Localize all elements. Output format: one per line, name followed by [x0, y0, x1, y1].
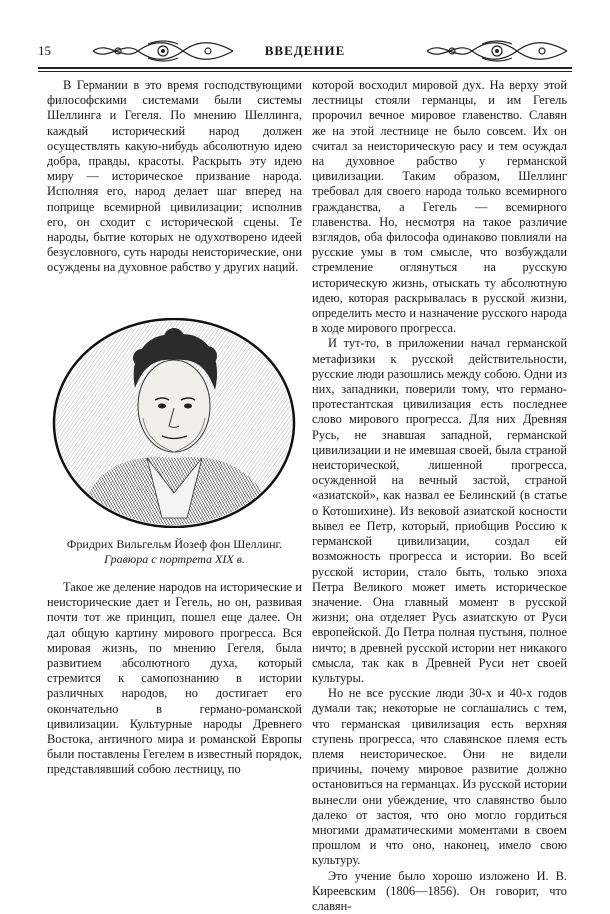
- portrait-caption: [47, 537, 302, 567]
- header-rule: [38, 67, 572, 72]
- paragraph: В Германии в это время господствующими философскими системами были системы Шеллинга и Гегеля. По мнению Шеллинга, каждый исторический народ должен осуществлять какую-нибудь абсолютную идею добра, правды, красоты. Раскрыть эту идею миру — историческое призвание народа. Исполняя его, народ делает шаг вперед на поприще всемирной цивилизации; исполнив его, он сходит с исторической сцены. Те народы, бытие которых не одухотворено идеей безусловного, суть народы неисторические, они осуждены на духовное рабство у других наций.: [47, 78, 302, 275]
- chapter-title: ВВЕДЕНИЕ: [264, 43, 346, 58]
- caption-name: Фридрих Вильгельм Йозеф фон Шеллинг.: [66, 537, 283, 551]
- running-header: [38, 40, 572, 64]
- portrait-icon: [47, 318, 302, 528]
- paragraph: Такое же деление народов на исторические и неисторические дает и Гегель, но он, развивая почти тот же принцип, пошел еще далее. Он дал общую картину мирового прогресса. Вся мировая жизнь, по мнению Гегеля, была развитием абсолютного духа, который стремится к самопознанию в истории различных народов, но достигает его окончательно в германо-романской цивилизации. Культурные народы Древнего Востока, античного мира и романской Европы были поставлены Гегелем в известный порядок, представлявший собою лестницу, по: [47, 580, 302, 777]
- ornament-right-icon: [422, 40, 572, 62]
- left-column-top: [47, 78, 302, 276]
- page-number: 15: [38, 43, 51, 58]
- paragraph: И тут-то, в приложении начал германской метафизики к русской действительности, русские люди разошлись между собою. Одни из них, западники, поверили тому, что германо-протестантская цивилизация есть последнее слово мирового прогресса. Для них Древняя Русь, не знавшая западной, германской цивилизации и не имевшая своей, была страной неисторической, лишенной прогресса, осужденной на вечный застой, страной «азиатской», как назвал ее Белинский (в статье о Котошихине). Из вековой азиатской косности вывел ее Петр, который, приобщив Россию к германской цивилизации, создал ей возможность прогресса и истории. Во всей русской истории, стало быть, только эпоха Петра Великого может иметь историческое значение. Она главный момент в русской жизни; она отделяет Русь азиатскую от Руси европейской. До Петра полная пустыня, полное ничто; в древней русской истории нет никакого смысла, так как в Древней Руси нет своей культуры.: [312, 336, 567, 685]
- caption-source: Гравюра с портрета XIX в.: [104, 552, 245, 566]
- paragraph: Это учение было хорошо изложено И. В. Киреевским (1806—1856). Он говорит, что славян-: [312, 868, 567, 913]
- paragraph: Но не все русские люди 30-х и 40-х годов думали так; некоторые не соглашались с тем, что германская цивилизация есть верхняя ступень прогресса, что славянское племя есть племя неисторическое. Они не видели причины, почему мировое развитие должно остановиться на германцах. Из русской истории вынесли они убеждение, что славянство было далеко от застоя, что оно могло гордиться многими драматическими моментами в своем прошлом и что оно, наконец, имело свою культуру.: [312, 686, 567, 868]
- left-column-bottom: [47, 580, 302, 778]
- portrait-engraving: [47, 318, 302, 528]
- right-column: [312, 78, 567, 914]
- paragraph: которой восходил мировой дух. На верху этой лестницы стояли германцы, и им Гегель пророчил вечное мировое главенство. Славян же на этой лестнице не было совсем. Их он считал за неисторическую расу и тем осуждал на духовное рабство у германской цивилизации. Таким образом, Шеллинг требовал для своего народа только всемирного гражданства, а Гегель — всемирного главенства. Но, несмотря на такое различие взглядов, оба философа одинаково повлияли на русские умы в том смысле, что возбуждали стремление оглянуться на русскую историческую жизнь, отыскать ту абсолютную идею, которая раскрывалась в русской жизни, определить место и назначение русского народа в ходе мирового прогресса.: [312, 78, 567, 336]
